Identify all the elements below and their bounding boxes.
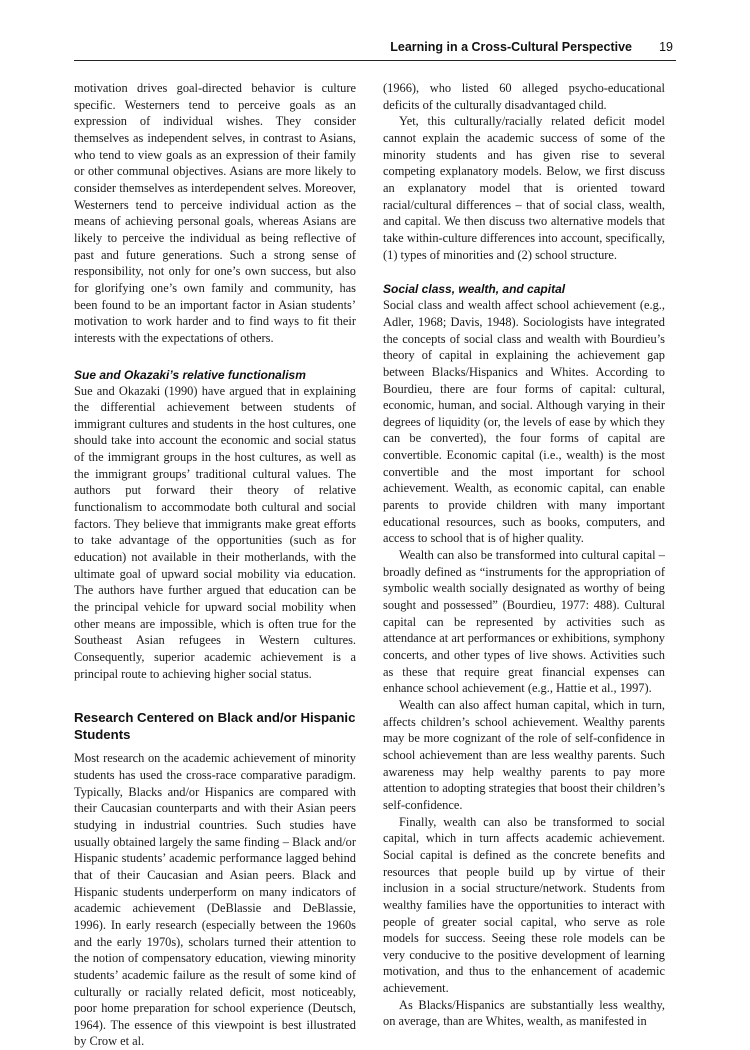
paragraph: motivation drives goal-directed behavior is culture specific. Westerners tend to perceive goals as an expression of individual wishes. They consider themselves as independent selves, in contrast to Asians, who tend to view goals as an expression of their family or other communal objectives. Asians are more likely to consider themselves as interdependent selves. Moreover, Westerners tend to perceive individual action as the means of achieving personal goals, whereas Asians are likely to perceive the individual as being reflective of past and future generations. Such a strong sense of responsibility, not only for one’s own success, but also for glorifying one’s own family and community, has been found to be an important factor in Asian students’ motivation to work harder and to find ways to fit their interests with the expectations of others. [74,81,356,345]
paragraph: Yet, this culturally/racially related deficit model cannot explain the academic success of some of the minority students and has given rise to several competing explanatory models. Below, we first discuss an explanatory model that is oriented toward racial/cultural differences – that of social class, wealth, and capital. We then discuss two alternative models that take within-culture differences into account, specifically, (1) types of minorities and (2) school structure. [383,114,665,262]
paragraph: Most research on the academic achievement of minority students has used the cross-race comparative paradigm. Typically, Blacks and/or Hispanics are compared with their Caucasian counterparts and with their Asian peers studying in industrial countries. Such studies have usually obtained largely the same finding – Black and/or Hispanic students’ academic performance lagged behind that of their Caucasian and Asian peers. Black and Hispanic students underperform on many indicators of academic achievement (DeBlassie and DeBlassie, 1996). In early research (especially between the 1960s and the early 1970s), scholars turned their attention to the notion of compensatory education, viewing minority students’ academic failure as the result of some kind of culturally or racially related deficit, most noticeably, poor home preparation for school experience (Deutsch, 1964). The essence of this viewpoint is best illustrated by Crow et al. [74,751,356,1049]
paragraph: Social class and wealth affect school achievement (e.g., Adler, 1968; Davis, 1948). Sociologists have integrated the concepts of social class and wealth with Bourdieu’s theory of capital in explaining the achievement gap between Blacks/Hispanics and Whites. According to Bourdieu, there are four forms of capital: cultural, economic, human, and social. Although varying in their degrees of liquidity (or, the levels of ease by which they can be converted), the four forms of capital are convertible. Economic capital (i.e., wealth) is the most convertible and the most important for school achievement. Wealth, as economic capital, can enable parents to provide children with many important educational resources, such as books, computers, and access to school that is of higher quality. [383,298,665,546]
page-number: 19 [659,40,673,54]
running-title: Learning in a Cross-Cultural Perspective [390,40,632,54]
paragraph: As Blacks/Hispanics are substantially less wealthy, on average, than are Whites, wealth, as manifested in [383,997,665,1029]
paragraph: Sue and Okazaki (1990) have argued that in explaining the differential achievement between students of immigrant cultures and students in the host cultures, one should take into account the economic and social status of the immigrant groups in the host cultures, as well as the immigrant groups’ traditional cultural values. The authors put forward their theory of relative functionalism to accommodate both cultural and social factors. They believe that immigrants make great efforts to take advantage of the opportunities (such as for education) not available in their motherlands, with the ultimate goal of upward social mobility via education. The authors have further argued that education can be the principal vehicle for upward social mobility when other means are impossible, which is often true for the Southeast Asian refugees in Western cultures. Consequently, superior academic achievement is a principal route to achieving higher social status. [74,383,356,681]
paragraph: Wealth can also be transformed into cultural capital – broadly defined as “instruments for the appropriation of symbolic wealth socially designated as worthy of being sought and possessed” (Bourdieu, 1977: 488). Cultural capital can be represented by activities such as attendance at art performances or exhibitions, symphony concerts, and other types of live shows. Activities such as these that require great financial expenses can enhance school achievement (e.g., Hattie et al., 1997). [383,548,665,696]
subheading: Social class, wealth, and capital [383,282,566,297]
section-heading: Research Centered on Black and/or Hispanic Students [74,710,356,743]
subheading: Sue and Okazaki’s relative functionalism [74,367,306,382]
left-column [74,80,356,1050]
right-column [383,80,665,1030]
paragraph: Wealth can also affect human capital, which in turn, affects children’s school achievement. Wealthy parents may be more cognizant of the role of self-confidence in school achievement than are less wealthy parents. Such awareness may help wealthy parents to pay more attention to adopting strategies that boost their children’s self-confidence. [383,697,665,812]
paragraph: Finally, wealth can also be transformed to social capital, which in turn affects academic achievement. Social capital is defined as the concrete benefits and resources that people build up by virtue of their inclusion in a social structure/network. Students from wealthy families have the opportunities to interact with people of greater social capital, who serve as role models for success. Seeing these role models can be very conducive to the positive development of learning motivation, and thus to the enhancement of academic achievement. [383,814,665,996]
running-head [74,38,676,61]
paragraph: (1966), who listed 60 alleged psycho-educational deficits of the culturally disadvantaged child. [383,81,665,112]
